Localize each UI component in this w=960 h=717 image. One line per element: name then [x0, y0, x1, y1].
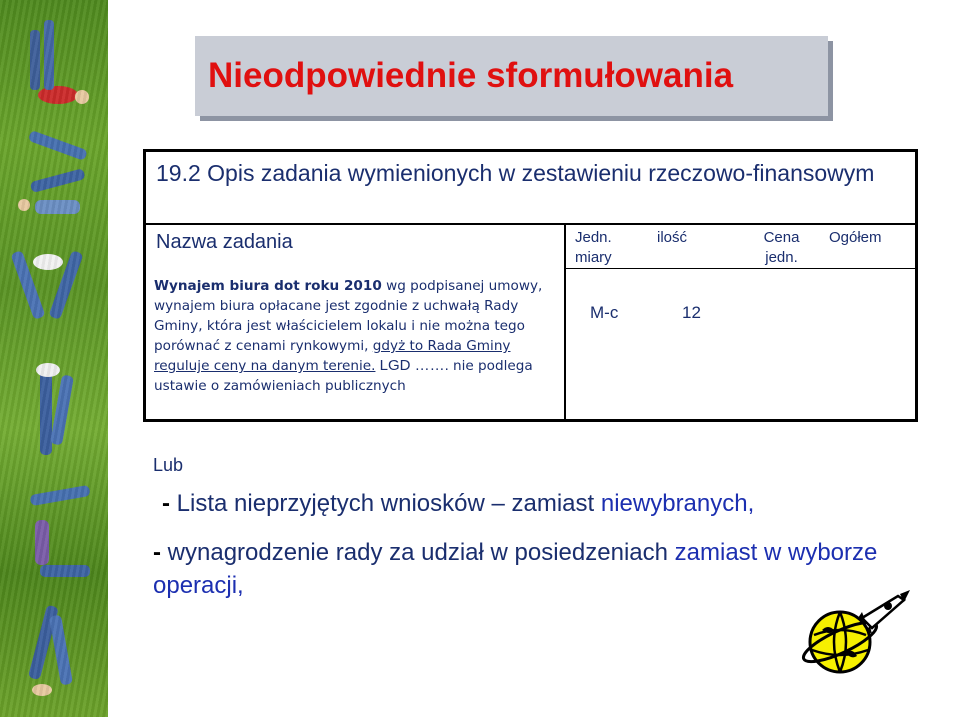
task-description — [154, 276, 566, 396]
person-figure — [10, 250, 83, 320]
people-lying-figures — [0, 0, 108, 717]
item2-text-b: zamiast w wyborze operacji, — [153, 539, 878, 599]
bullet-dash: - — [153, 539, 168, 566]
col-header-price: Cena jedn. — [763, 229, 800, 266]
person-figure — [30, 485, 91, 577]
globe-rocket-icon — [800, 590, 915, 685]
title-banner — [195, 36, 828, 116]
person-figure — [28, 605, 73, 696]
desc-bold: Wynajem biura dot roku 2010 — [154, 278, 382, 294]
cell-qty: 12 — [682, 303, 701, 322]
bullet-item-1 — [162, 490, 754, 518]
cell-unit: M-c — [590, 303, 619, 322]
person-figure — [18, 130, 88, 214]
item2-text-a: wynagrodzenie rady za udział w posiedzeniach — [167, 539, 675, 566]
col-header-task-name: Nazwa zadania — [156, 231, 293, 253]
lub-label: Lub — [153, 455, 184, 475]
table-divider — [146, 223, 915, 225]
desc-text: wg podpisanej umowy, wynajem biura opłacane jest zgodnie z uchwałą Rady Gminy, która jest właścicielem lokalu i nie można tego porównać z cenami rynkowymi, — [154, 278, 543, 354]
desc-underlined: gdyż to Rada Gminy reguluje ceny na danym terenie. — [154, 338, 511, 374]
table-divider — [566, 268, 915, 269]
section-heading: 19.2 Opis zadania wymienionych w zestawieniu rzeczowo-finansowym — [156, 160, 875, 186]
item1-text-a: Lista nieprzyjętych wniosków — [176, 490, 492, 517]
desc-text: LGD ……. — [375, 357, 453, 374]
desc-text: nie podlega ustawie o zamówieniach publicznych — [154, 358, 533, 394]
person-figure — [30, 20, 89, 104]
person-figure — [36, 363, 74, 455]
bullet-item-2 — [153, 536, 893, 602]
bullet-dash: - — [162, 490, 177, 517]
col-header-unit: Jedn. miary — [575, 229, 612, 266]
grass-people-image — [0, 0, 108, 717]
col-header-qty: ilość — [657, 229, 688, 246]
task-table — [143, 149, 918, 422]
page-title: Nieodpowiednie sformułowania — [208, 56, 734, 95]
item1-text-c: niewybranych, — [600, 490, 755, 517]
col-header-total: Ogółem — [829, 229, 882, 246]
item1-text-b: – zamiast — [491, 490, 601, 517]
